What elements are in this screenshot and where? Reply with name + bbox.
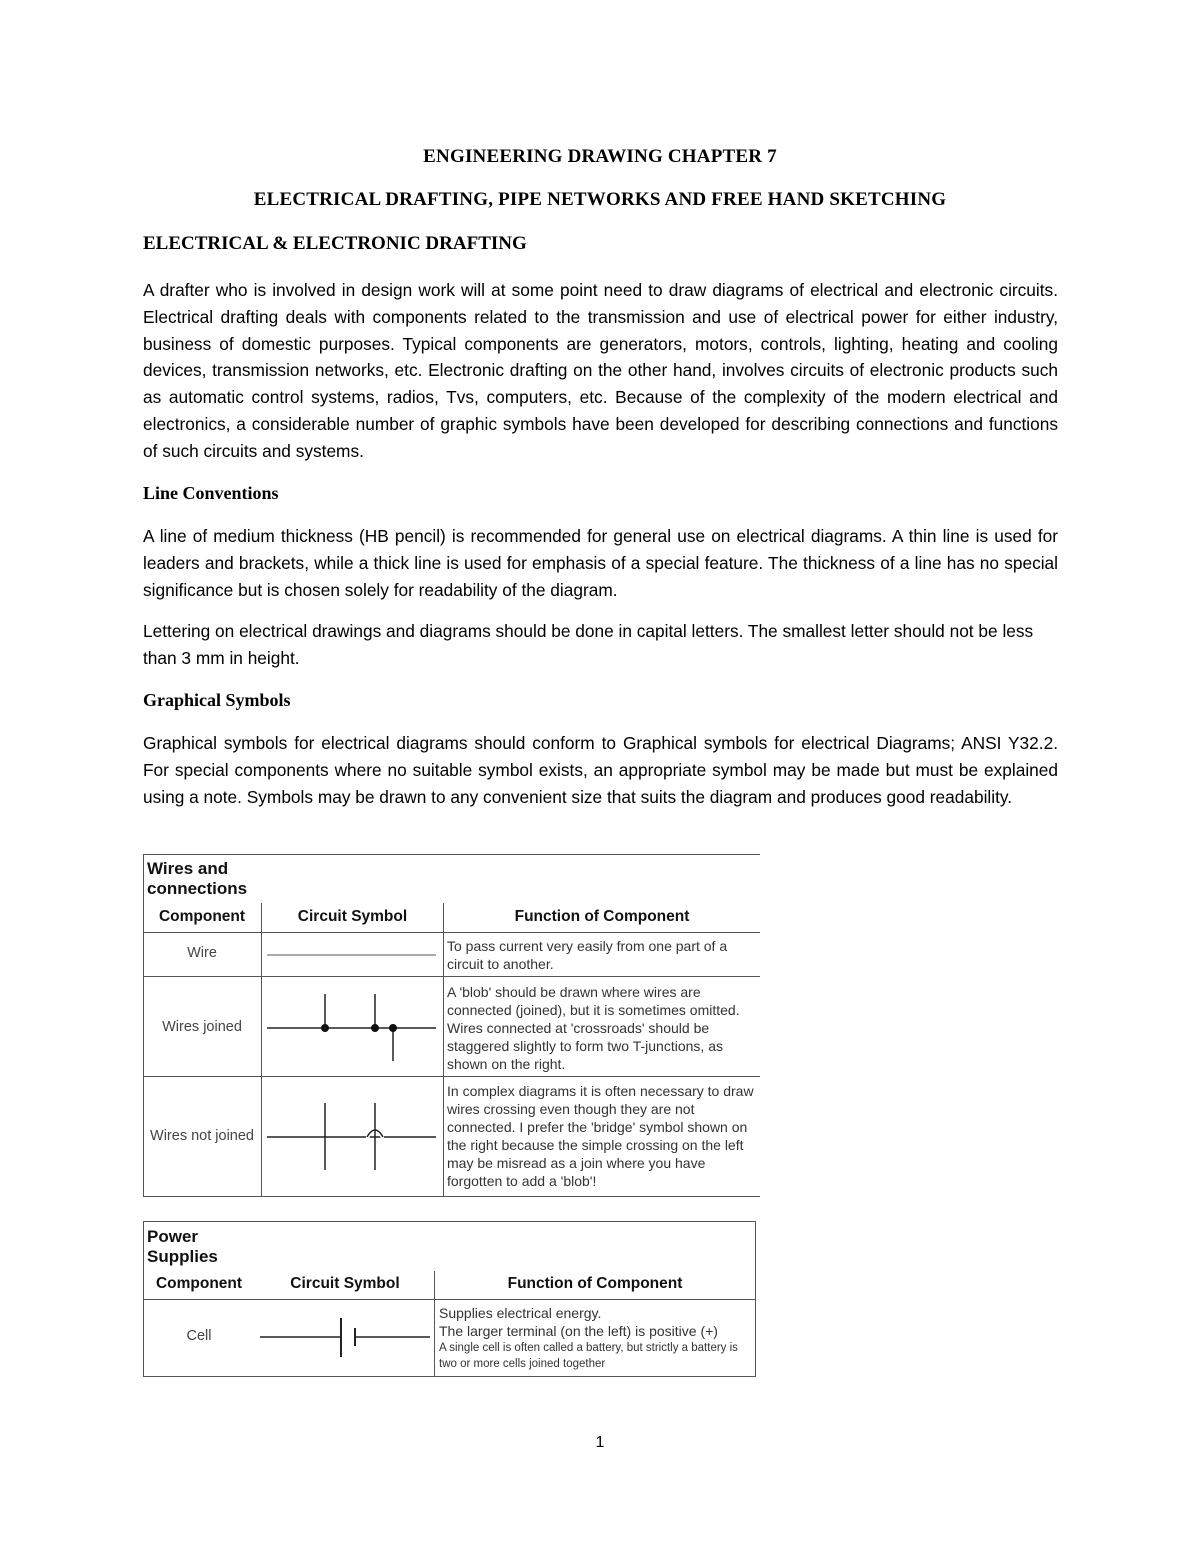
column-header-function: Function of Component <box>507 1275 683 1292</box>
column-divider <box>443 903 444 1197</box>
column-header-symbol: Circuit Symbol <box>290 1275 400 1292</box>
function-cell <box>439 1304 751 1372</box>
table-border <box>755 1221 756 1377</box>
row-divider <box>143 1376 755 1377</box>
cell-symbol-icon <box>256 1300 434 1376</box>
page-number: 1 <box>595 1434 605 1451</box>
function-cell-line-1: Supplies electrical energy. <box>439 1305 602 1321</box>
table-border <box>143 854 760 855</box>
wires-table-title: Wires and connections <box>147 859 248 898</box>
row-divider <box>143 1076 760 1077</box>
chapter-subtitle: ELECTRICAL DRAFTING, PIPE NETWORKS AND FREE HAND SKETCHING <box>253 189 947 210</box>
wires-joined-symbol-icon <box>262 977 443 1076</box>
line-conventions-heading: Line Conventions <box>143 483 279 503</box>
power-table-title: Power Supplies <box>147 1227 218 1266</box>
row-divider <box>143 976 760 977</box>
component-cell: Cell <box>186 1328 212 1344</box>
function-wires-not-joined: In complex diagrams it is often necessary to draw wires crossing even though they are not connected. I prefer the 'bridge' symbol shown on the right because the simple crossing on the left may be misread as a join where you have forgotten to add a 'blob'! <box>447 1083 754 1189</box>
table-border <box>143 1221 755 1222</box>
line-conventions-paragraph: A line of medium thickness (HB pencil) is recommended for general use on electrical diagrams. A thin line is used for leaders and brackets, while a thick line is used for emphasis of a special feature. The thickness of a line has no special significance but is chosen solely for readability of the diagram. <box>143 526 1058 600</box>
lettering-paragraph: Lettering on electrical drawings and diagrams should be done in capital letters. The smallest letter should not be less than 3 mm in height. <box>143 621 1034 668</box>
chapter-title: ENGINEERING DRAWING CHAPTER 7 <box>423 146 777 167</box>
column-header-component: Component <box>155 1275 243 1292</box>
column-header-symbol: Circuit Symbol <box>297 908 408 925</box>
column-header-function: Function of Component <box>514 908 690 925</box>
wires-not-joined-symbol-icon <box>262 1077 443 1196</box>
function-wire: To pass current very easily from one part of a circuit to another. <box>447 938 728 972</box>
component-wires-not-joined: Wires not joined <box>150 1128 254 1144</box>
graphical-symbols-heading: Graphical Symbols <box>143 690 291 710</box>
component-wires-joined: Wires joined <box>162 1019 242 1035</box>
row-divider <box>143 932 760 933</box>
column-header-component: Component <box>158 908 246 925</box>
function-cell-line-2: The larger terminal (on the left) is positive (+) <box>439 1323 718 1339</box>
intro-paragraph: A drafter who is involved in design work will at some point need to draw diagrams of electrical and electronic circuits. Electrical drafting deals with components related to the transmission and use of electrical power for either industry, business of domestic purposes. Typical components are generators, motors, controls, lighting, heating and cooling devices, transmission networks, etc. Electronic drafting on the other hand, involves circuits of electronic products such as automatic control systems, radios, Tvs, computers, etc. Because of the complexity of the modern electrical and electronics, a considerable number of graphic symbols have been developed for describing connections and functions of such circuits and systems. <box>143 280 1058 461</box>
graphical-symbols-paragraph: Graphical symbols for electrical diagrams should conform to Graphical symbols for electrical Diagrams; ANSI Y32.2. For special components where no suitable symbol exists, an appropriate symbol may be made but must be explained using a note. Symbols may be drawn to any convenient size that suits the diagram and produces good readability. <box>143 733 1058 807</box>
function-wires-joined: A 'blob' should be drawn where wires are connected (joined), but it is sometimes omitted. Wires connected at 'crossroads' should be staggered slightly to form two T-junctions, as shown on the right. <box>447 984 740 1072</box>
wire-symbol-icon <box>262 933 443 976</box>
component-wire: Wire <box>187 945 217 961</box>
row-divider <box>143 1196 760 1197</box>
row-divider <box>143 1299 755 1300</box>
section-heading: ELECTRICAL & ELECTRONIC DRAFTING <box>143 233 527 254</box>
function-cell-note: A single cell is often called a battery, but strictly a battery is two or more cells joined together <box>439 1342 738 1370</box>
column-divider <box>434 1271 435 1377</box>
